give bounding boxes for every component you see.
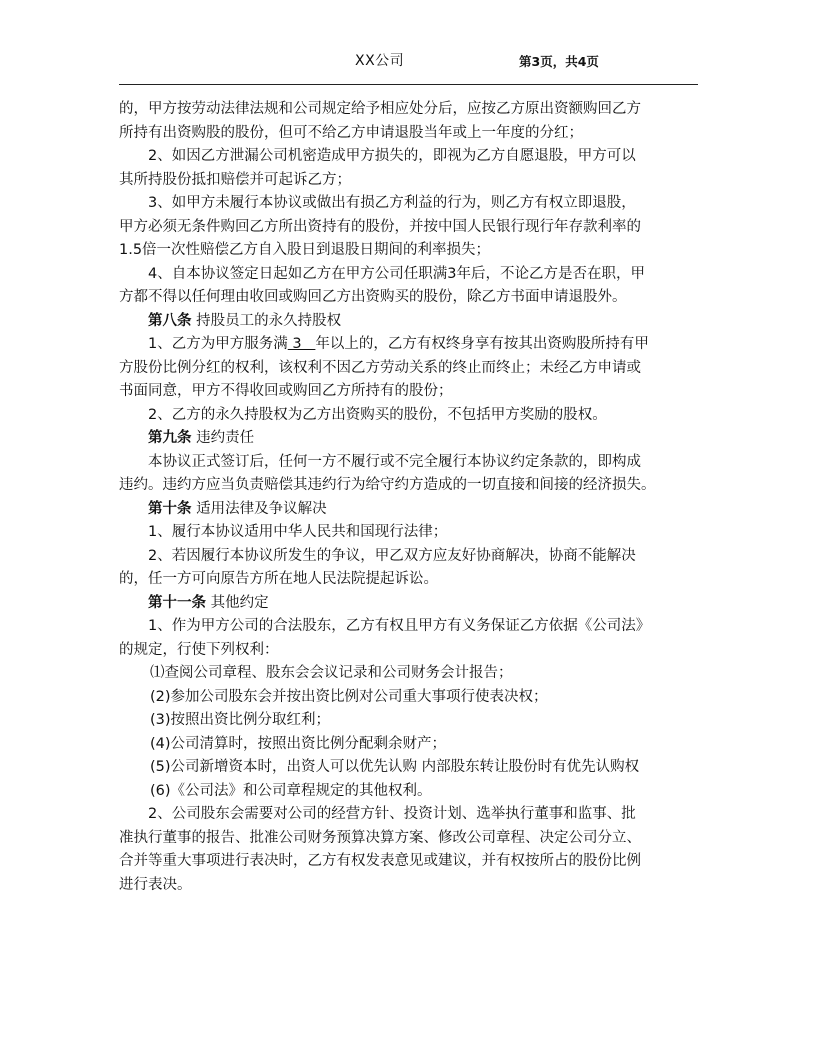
article-number: 第十一条 [148, 594, 206, 611]
article-title: 适用法律及争议解决 [191, 500, 327, 517]
paragraph-line: 本协议正式签订后，任何一方不履行或不完全履行本协议约定条款的，即构成 [148, 453, 641, 470]
article-heading [119, 592, 701, 616]
article-heading [119, 427, 701, 451]
paragraph-line: 书面同意，甲方不得收回或购回乙方所持有的股份； [119, 383, 453, 399]
paragraph-line: ⑴查阅公司章程、股东会会议记录和公司财务会计报告； [150, 665, 513, 681]
paragraph-line: 的，任一方可向原告方所在地人民法院提起诉讼。 [119, 571, 438, 587]
paragraph-line: 4、自本协议签定日起如乙方在甲方公司任职满3年后，不论乙方是否在职，甲 [148, 265, 645, 282]
paragraph-line: 其所持股份抵扣赔偿并可起诉乙方； [119, 171, 351, 188]
header-page-number: 第3页，共4页 [519, 54, 599, 69]
paragraph-line: 方都不得以任何理由收回或购回乙方出资购买的股份，除乙方书面申请退股外。 [119, 289, 627, 305]
paragraph-line: (4)公司清算时，按照出资比例分配剩余财产； [150, 735, 447, 752]
paragraph-line: 1.5倍一次性赔偿乙方自入股日到退股日期间的利率损失； [119, 242, 491, 258]
paragraph-line [119, 333, 701, 357]
filled-blank: 3 [287, 336, 316, 352]
paragraph-line: (2)参加公司股东会并按出资比例对公司重大事项行使表决权； [150, 688, 548, 705]
paragraph-line: 2、乙方的永久持股权为乙方出资购买的股份，不包括甲方奖励的股权。 [148, 406, 607, 423]
paragraph-line: 方股份比例分红的权利，该权利不因乙方劳动关系的终止而终止；未经乙方申请或 [119, 359, 641, 376]
header-company-name: XX公司 [355, 53, 405, 69]
page-header [119, 46, 698, 72]
paragraph-line: 3、如甲方未履行本协议或做出有损乙方利益的行为，则乙方有权立即退股， [148, 195, 636, 211]
paragraph-line: 2、公司股东会需要对公司的经营方针、投资计划、选举执行董事和监事、批 [148, 806, 636, 822]
article-number: 第九条 [148, 430, 192, 446]
paragraph-line: (5)公司新增资本时，出资人可以优先认购 内部股东转让股份时有优先认购权 [150, 759, 640, 775]
article-number: 第八条 [148, 312, 192, 329]
paragraph-line: 1、作为甲方公司的合法股东，乙方有权且甲方有义务保证乙方依据《公司法》 [148, 618, 651, 634]
paragraph-line: 所持有出资购股的股份，但可不给乙方申请退股当年或上一年度的分红； [119, 124, 583, 141]
article-heading [119, 310, 701, 334]
text-segment: 1、乙方为甲方服务满 [148, 336, 288, 352]
text-segment: 年以上的，乙方有权终身享有按其出资购股所持有甲 [315, 336, 649, 352]
paragraph-line: 2、如因乙方泄漏公司机密造成甲方损失的，即视为乙方自愿退股，甲方可以 [148, 148, 636, 164]
paragraph-line: 准执行董事的报告、批准公司财务预算决算方案、修改公司章程、决定公司分立、 [119, 829, 641, 846]
paragraph-line: 的，甲方按劳动法律法规和公司规定给予相应处分后，应按乙方原出资额购回乙方 [119, 101, 641, 117]
header-divider [119, 84, 698, 85]
paragraph-line: 甲方必须无条件购回乙方所出资持有的股份，并按中国人民银行现行年存款利率的 [119, 218, 641, 235]
article-title: 持股员工的永久持股权 [191, 312, 342, 329]
article-heading [119, 498, 701, 522]
paragraph-line: 的规定，行使下列权利： [119, 641, 279, 658]
article-number: 第十条 [148, 500, 192, 517]
paragraph-line: 进行表决。 [119, 876, 192, 893]
article-title: 其他约定 [206, 594, 269, 611]
paragraph-line: 合并等重大事项进行表决时，乙方有权发表意见或建议，并有权按所占的股份比例 [119, 853, 641, 869]
article-title: 违约责任 [191, 430, 255, 446]
paragraph-line: (3)按照出资比例分取红利； [150, 712, 331, 728]
paragraph-line: 1、履行本协议适用中华人民共和国现行法律； [148, 524, 448, 540]
paragraph-line: (6)《公司法》和公司章程规定的其他权利。 [150, 782, 432, 799]
document-body [119, 98, 701, 897]
paragraph-line: 违约。违约方应当负责赔偿其违约行为给守约方造成的一切直接和间接的经济损失。 [119, 477, 656, 493]
paragraph-line: 2、若因履行本协议所发生的争议，甲乙双方应友好协商解决，协商不能解决 [148, 547, 636, 564]
